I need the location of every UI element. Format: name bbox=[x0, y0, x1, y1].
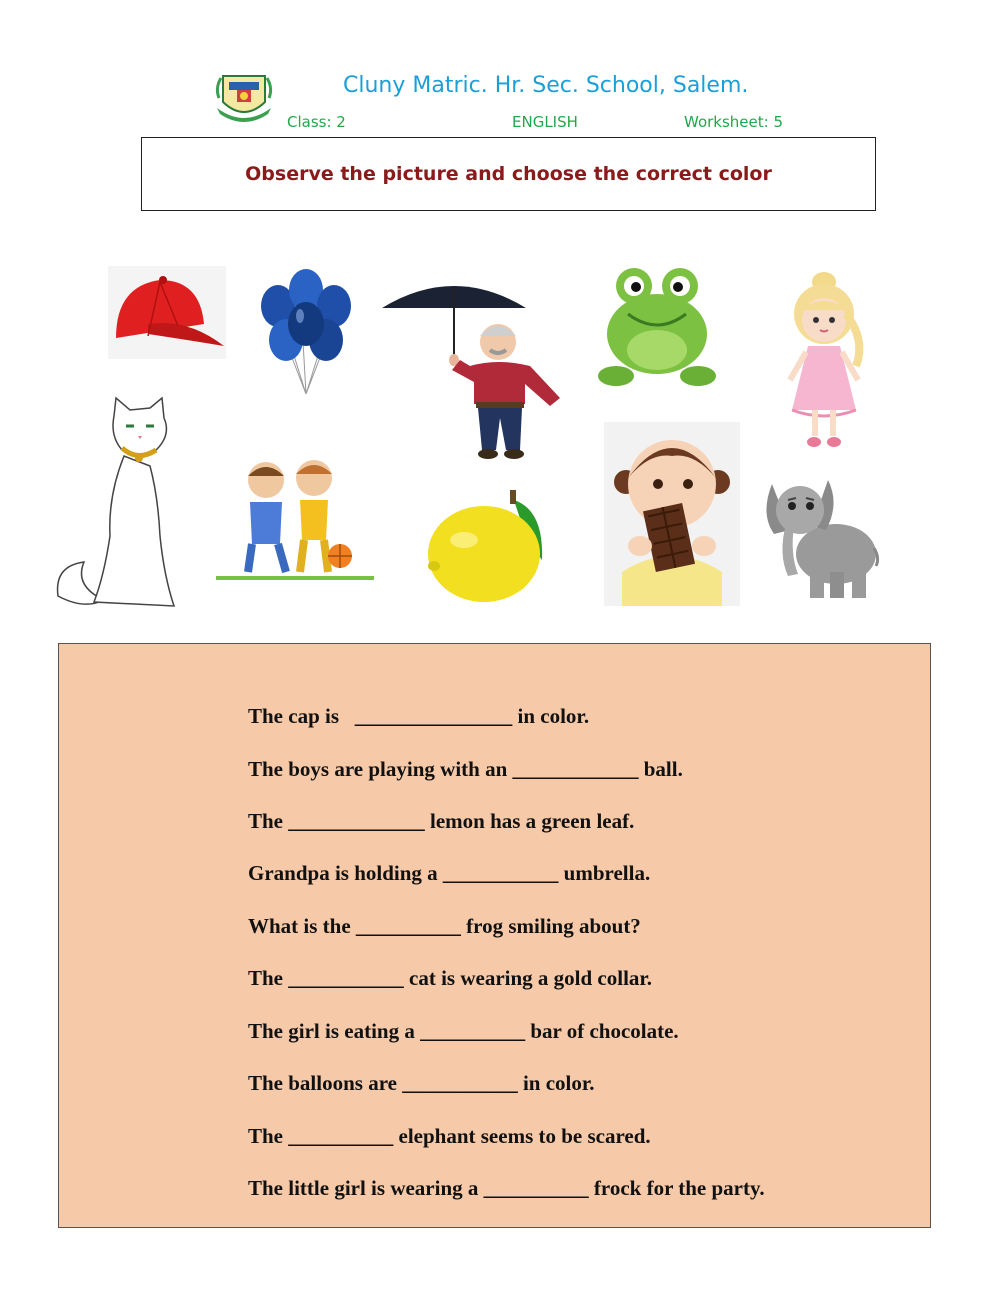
class-label: Class: 2 bbox=[287, 113, 346, 131]
cat-picture bbox=[54, 396, 184, 614]
school-name: Cluny Matric. Hr. Sec. School, Salem. bbox=[343, 73, 749, 98]
instruction-text: Observe the picture and choose the correct color bbox=[245, 163, 772, 185]
subject-label: ENGLISH bbox=[512, 113, 578, 131]
worksheet-label: Worksheet: 5 bbox=[684, 113, 784, 131]
school-logo bbox=[213, 68, 275, 126]
sentence-boys-ball: The boys are playing with an ____________ ball. bbox=[248, 757, 683, 781]
sentence-cat: The ___________ cat is wearing a gold collar. bbox=[248, 966, 653, 990]
sentence-cap: The cap is _______________ in color. bbox=[248, 704, 590, 728]
boys-ball-picture bbox=[216, 458, 374, 584]
girl-chocolate-picture bbox=[604, 422, 740, 606]
sentence-grandpa-umbrella: Grandpa is holding a ___________ umbrella. bbox=[248, 861, 651, 885]
grandpa-umbrella-picture bbox=[380, 278, 570, 463]
instruction-box bbox=[141, 137, 876, 211]
sentence-frock: The little girl is wearing a __________ frock for the party. bbox=[248, 1176, 765, 1200]
frog-picture bbox=[598, 264, 716, 392]
sentence-chocolate: The girl is eating a __________ bar of chocolate. bbox=[248, 1019, 679, 1043]
sentence-balloons: The balloons are ___________ in color. bbox=[248, 1071, 595, 1095]
sentence-elephant: The __________ elephant seems to be scared. bbox=[248, 1124, 651, 1148]
lemon-picture bbox=[426, 490, 548, 608]
little-girl-picture bbox=[776, 270, 872, 452]
cap-picture bbox=[108, 266, 226, 359]
balloons-picture bbox=[256, 266, 356, 396]
elephant-picture bbox=[764, 474, 880, 600]
answer-panel bbox=[58, 643, 931, 1228]
sentence-frog: What is the __________ frog smiling about? bbox=[248, 914, 641, 938]
sentence-lemon: The _____________ lemon has a green leaf. bbox=[248, 809, 635, 833]
